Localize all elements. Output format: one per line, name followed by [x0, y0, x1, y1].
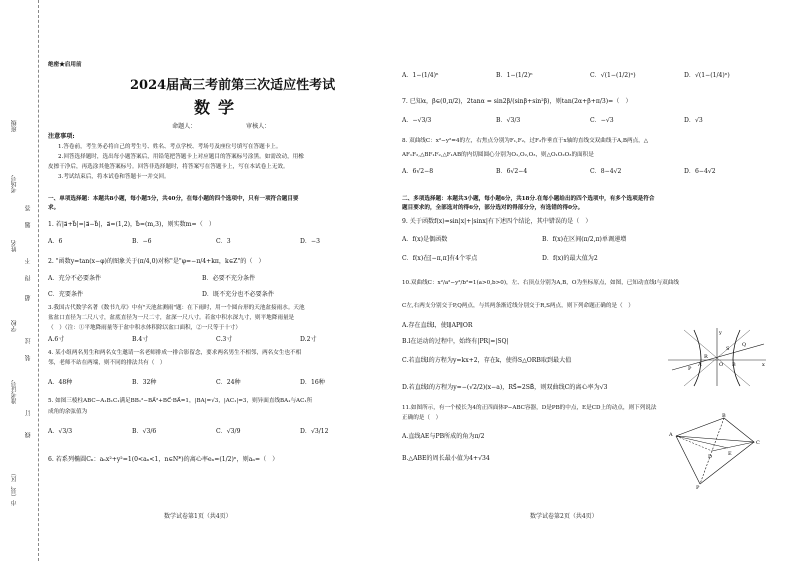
q1-opt-c: C．3: [216, 238, 231, 245]
q2-opt-a: A．充分不必要条件: [48, 275, 102, 282]
q7-opt-c: C．−√3: [590, 117, 614, 124]
label-d: D: [708, 454, 713, 460]
marker-3: 得: [25, 275, 32, 281]
page-footer-left: 数学试卷第1页（共4页）: [164, 513, 232, 520]
q7-stem: 7. 已知α，β∈(0,π/2)，2tanα = sin2β/(sinβ+sin²β)，则tan(2α+β+π/3)=（ ）: [402, 98, 632, 105]
q9-opt-a: A．f(x)是偶函数: [402, 236, 448, 243]
q6-opt-d: D．√(1−(1/4)ⁿ): [684, 72, 730, 79]
q8-opt-a: A．6√2−8: [402, 168, 434, 175]
q7-opt-b: B．√3/3: [496, 117, 521, 124]
q10-opt-b: B.l在运动的过程中，始终有|PR|=|SQ|: [402, 338, 509, 345]
q4-opt-b: B．32种: [132, 379, 157, 386]
label-a: A: [669, 432, 673, 438]
page-footer-right: 数学试卷第2页（共4页）: [530, 513, 598, 520]
q7-opt-a: A．−√3/3: [402, 117, 432, 124]
q8-line-2: AF₁F₂,△BF₁F₂,△F₁AB的内切圆圆心分别为O₁,O₂,O₃，则△O₁O₂O₃的面积是: [402, 152, 594, 158]
q9-opt-b: B．f(x)在区间(π/2,π)单调递增: [542, 236, 627, 243]
q8-line-1: 8. 双曲线C：x²−y²=4的左，右焦点分别为F₁,F₂，过F₂作垂直于x轴的直线交双曲线于A,B两点，△: [402, 138, 649, 144]
q4-opt-c: C．24种: [216, 379, 241, 386]
q9-stem: 9. 关于函数f(x)=sin|x|+|sinx|有下述四个结论，其中错误的是（ ）: [402, 218, 592, 225]
marker-6: 装: [25, 355, 32, 361]
notes-heading: 注意事项:: [48, 133, 75, 140]
marker-0: 答: [25, 205, 32, 211]
q2-opt-d: D．既不充分也不必要条件: [202, 291, 274, 298]
q5-line-1: 5. 如图三棱柱ABC−A₁B₁C₁满足BB₁²−BA⃗²+BC⃗·BA⃗=1，|BA|=√3，|AC₁|=3，则异面直线BA₁与AC₁所: [48, 398, 313, 404]
q5-opt-c: C．√3/9: [216, 428, 241, 435]
q3-line-2: 盆盆口直径为二尺八寸，盆底直径为一尺二寸，盆深一尺八寸。若盆中积水深九寸，则平地降雨量是: [48, 315, 295, 321]
q2-opt-b: B．必要不充分条件: [202, 275, 256, 282]
note-2: 2.回答选择题时，选出每小题答案后，用铅笔把答题卡上对应题目的答案标号涂黑。如需改动，用橡: [58, 154, 304, 160]
q6-opt-c: C．√(1−(1/2)ⁿ): [590, 72, 636, 79]
field-city: 市（县、区）: [11, 470, 18, 506]
marker-2: 不: [25, 258, 32, 264]
q5-opt-d: D．√3/12: [300, 428, 329, 435]
q11-opt-b: B.△ABE的周长最小值为4+√34: [402, 455, 490, 462]
q4-opt-d: D．16种: [300, 379, 325, 386]
line-l: [672, 344, 764, 370]
label-p: P: [696, 485, 700, 490]
edge-cp: [700, 442, 754, 484]
field-exam-id: 准考证号: [11, 380, 18, 404]
right-branch: [733, 330, 740, 386]
q9-opt-c: C．f(x)在[−π,π]有4个零点: [402, 255, 478, 262]
q5-line-2: 成角的余弦值为: [48, 409, 88, 415]
tetrahedron-figure: [666, 412, 764, 490]
q9-opt-d: D．f(x)的最大值为2: [542, 255, 598, 262]
label-r: R: [704, 354, 708, 360]
label-b: B: [732, 362, 736, 368]
q6-opt-b: B．1−(1/2)ⁿ: [496, 72, 533, 79]
q4-line-2: 邻，老师不站在两端，则不同的排法共有（ ）: [48, 360, 166, 366]
field-school: 学校: [11, 320, 18, 332]
q10-opt-c: C.若直线l的方程为y=kx+2，存在k，使得S△ORB取到最大值: [402, 357, 572, 364]
reviewer-label: 审核人：: [246, 123, 271, 130]
marker-5: 过: [25, 338, 32, 344]
q6-opt-a: A．1−(1/4)ⁿ: [402, 72, 439, 79]
label-x: x: [762, 362, 765, 368]
proposer-label: 命题人：: [172, 123, 197, 130]
q3-opt-a: A.6寸: [48, 336, 65, 343]
label-e: E: [728, 451, 732, 457]
note-1: 1.答卷前，考生务必将自己的考生号、姓名、考点学校、考场号及座位号填写在答题卡上。: [58, 144, 282, 150]
q11-line-2: 正确的是（ ）: [402, 415, 442, 421]
note-2b: 皮擦干净后，再选涂其他答案标号。回答非选择题时，将答案写在答题卡上，写在本试卷上无效。: [48, 164, 289, 170]
subject-title: 数学: [194, 98, 243, 117]
q3-opt-b: B.4寸: [132, 336, 149, 343]
label-a: A: [698, 362, 702, 368]
q7-opt-d: D．√3: [684, 117, 703, 124]
q8-opt-b: B．6√2−4: [496, 168, 528, 175]
confidential-mark: 绝密★启用前: [48, 62, 82, 68]
label-q: Q: [742, 342, 747, 348]
field-exam-room: 考场号: [11, 175, 18, 193]
label-p: P: [688, 366, 692, 372]
label-y: y: [719, 330, 722, 336]
marker-8: 线: [25, 432, 32, 438]
left-column: [44, 0, 390, 561]
q10-line-2: C左,右两支分别交于P,Q两点，与其两条渐近线分别交于R,S两点，则下列命题正确的是（ ）: [402, 303, 634, 309]
label-s: S: [726, 346, 730, 352]
q1-opt-d: D．−3: [300, 238, 320, 245]
marker-7: 订: [25, 410, 32, 416]
q2-stem: 2. "函数y=tan(x−φ)的图象关于(π/4,0)对称"是"φ=−π/4+kπ，k∈Z"的（ ）: [48, 258, 265, 265]
marker-4: 超: [25, 295, 32, 301]
q3-opt-d: D.2寸: [300, 336, 317, 343]
base-edges: [676, 418, 754, 442]
q3-line-1: 3.我国古代数学名著《数书九章》中有"天池盆测雨"题：在下雨时，用一个圆台形的天池盆接雨水。天池: [48, 305, 305, 311]
left-branch: [694, 330, 701, 386]
q5-opt-b: B．√3/6: [132, 428, 157, 435]
q1-opt-b: B．−6: [132, 238, 152, 245]
q1-stem: 1. 若|a⃗+b⃗|=|a⃗−b⃗|，a⃗=(1,2)，b⃗=(m,3)，则实数m=（ ）: [48, 221, 215, 228]
label-o: O: [719, 362, 724, 368]
q3-opt-c: C.3寸: [216, 336, 233, 343]
q1-opt-a: A．6: [48, 238, 63, 245]
section2-heading: 二、多项选择题：本题共3小题，每小题6分，共18分.在每小题给出的四个选项中，有多个选项是符合: [402, 196, 655, 202]
label-b: B: [722, 413, 726, 419]
field-class: 班级: [11, 120, 18, 132]
q5-opt-a: A．√3/3: [48, 428, 73, 435]
q4-opt-a: A．48种: [48, 379, 73, 386]
q11-opt-a: A.直线AE与PB所成的角为π/2: [402, 433, 485, 440]
q11-line-1: 11.如图所示，有一个棱长为4的正四面体P−ABC容器，D是PB的中点，E是CD上的动点，则下列说法: [402, 405, 657, 411]
right-column: [400, 0, 790, 561]
q3-line-3: （ ）（注：①平地降雨量等于盆中积水体积除以盆口面积，②一尺等于十寸）: [48, 325, 241, 331]
note-3: 3.考试结束后，将本试卷和答题卡一并交回。: [58, 174, 170, 180]
q8-opt-c: C．8−4√2: [590, 168, 622, 175]
section1-heading-2: 求。: [48, 205, 60, 211]
q6-stem: 6. 若系列椭圆Cₙ：aₙx²+y²=1(0<aₙ<1，n∈N*)的离心率eₙ=(1/2)ⁿ，则aₙ=（ ）: [48, 456, 279, 463]
segment-cd: [712, 442, 754, 451]
edge-ap: [676, 436, 700, 484]
q4-line-1: 4. 某小组两名男生和两名女生邀请一名老师排成一排合影留念，要求两名男生不相邻，两名女生也不相: [48, 350, 302, 356]
hyperbola-figure: [664, 326, 770, 388]
q8-opt-d: D．6−4√2: [684, 168, 716, 175]
section1-heading: 一、单项选择题：本题共8小题，每小题5分，共40分，在每小题的四个选项中，只有一项符合题目要: [48, 196, 299, 202]
binding-margin: [0, 0, 39, 561]
field-name: 姓名: [11, 240, 18, 252]
q2-opt-c: C．充要条件: [48, 291, 84, 298]
q10-line-1: 10.双曲线C：x²/a²−y²/b²=1(a>0,b>0)，左、右顶点分别为A,B，O为坐标原点，如图，已知动直线l与双曲线: [402, 280, 679, 286]
q10-opt-d: D.若直线l的方程为y=−(√2/2)(x−a)，RS⃗=2SB⃗，则双曲线C的离心率为√3: [402, 384, 608, 391]
label-c: C: [756, 440, 760, 446]
marker-1: 题: [25, 222, 32, 228]
exam-title: 2024届高三考前第三次适应性考试: [130, 78, 336, 93]
q10-opt-a: A.存在直线l，使l∥AP∥OR: [402, 322, 473, 329]
section2-heading-2: 题目要求的，全部选对的得6分，部分选对的得部分分，有选错的得0分。: [402, 205, 584, 211]
